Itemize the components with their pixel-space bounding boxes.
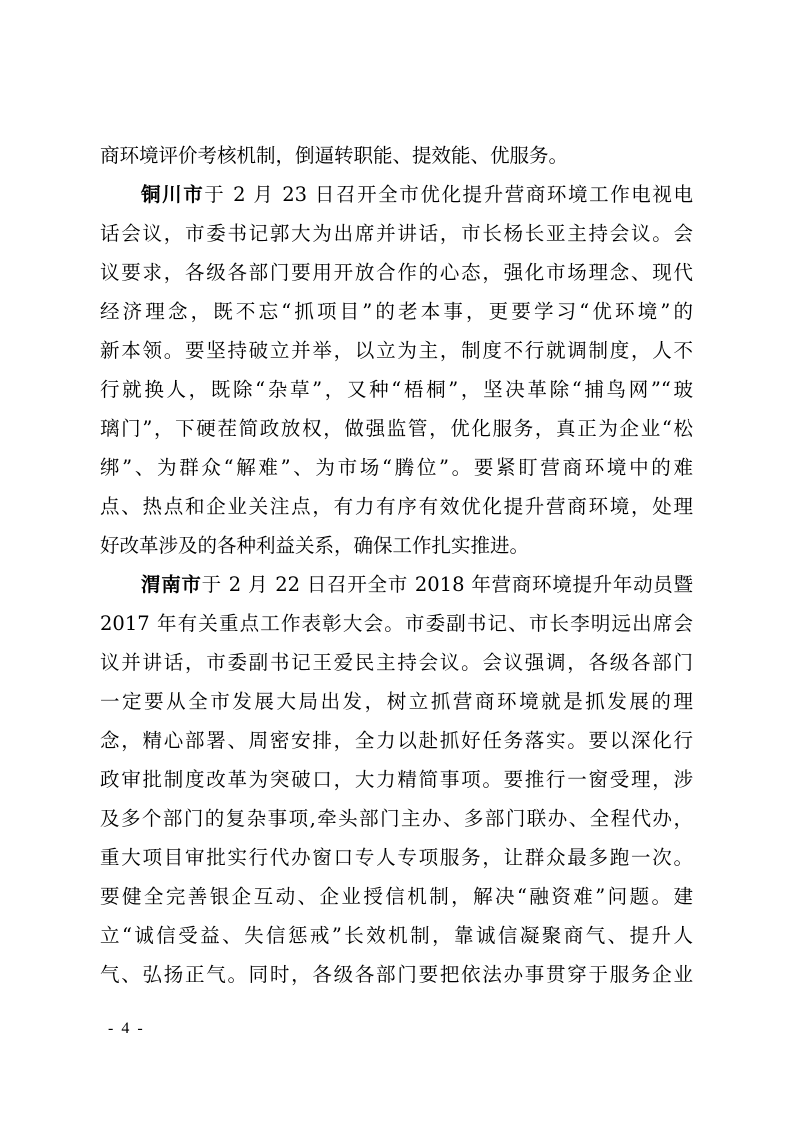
- text-line: 立“诚信受益、失信惩戒”长效机制，靠诚信凝聚商气、提升人: [100, 924, 693, 947]
- text-line: 要健全完善银企互动、企业授信机制，解决“融资难”问题。建: [100, 885, 693, 908]
- body-text: [100, 136, 693, 994]
- text-line: 绑”、为群众“解难”、为市场“腾位”。要紧盯营商环境中的难: [100, 456, 693, 479]
- text-line: 商环境评价考核机制，倒逼转职能、提效能、优服务。: [100, 144, 569, 167]
- text-line: 重大项目审批实行代办窗口专人专项服务，让群众最多跑一次。: [100, 846, 693, 869]
- text-line: 话会议，市委书记郭大为出席并讲话，市长杨长亚主持会议。会: [100, 222, 693, 245]
- text-line: 及多个部门的复杂事项,牵头部门主办、多部门联办、全程代办，: [100, 807, 693, 830]
- text-line: 一定要从全市发展大局出发，树立抓营商环境就是抓发展的理: [100, 690, 693, 713]
- text-line-content: 于 2 月 22 日召开全市 2018 年营商环境提升年动员暨: [201, 573, 693, 596]
- city-name-weinan: 渭南市: [141, 573, 202, 596]
- city-name-tongchuan: 铜川市: [141, 183, 205, 206]
- text-line: 议要求，各级各部门要用开放合作的心态，强化市场理念、现代: [100, 261, 693, 284]
- text-line: 气、弘扬正气。同时，各级各部门要把依法办事贯穿于服务企业: [100, 963, 693, 986]
- text-line: 好改革涉及的各种利益关系，确保工作扎实推进。: [100, 534, 530, 557]
- text-line: 新本领。要坚持破立并举，以立为主，制度不行就调制度，人不: [100, 339, 693, 362]
- page-number: - 4 -: [108, 1020, 145, 1037]
- text-line: 点、热点和企业关注点，有力有序有效优化提升营商环境，处理: [100, 495, 693, 518]
- text-line: 璃门”，下硬茬简政放权，做强监管，优化服务，真正为企业“松: [100, 417, 693, 440]
- text-line: 议并讲话，市委副书记王爱民主持会议。会议强调，各级各部门: [100, 651, 693, 674]
- text-line-content: 于 2 月 23 日召开全市优化提升营商环境工作电视电: [204, 183, 693, 206]
- text-line: 经济理念，既不忘“抓项目”的老本事，更要学习“优环境”的: [100, 300, 693, 323]
- text-line: [100, 175, 693, 214]
- text-line: 2017 年有关重点工作表彰大会。市委副书记、市长李明远出席会: [100, 612, 693, 635]
- text-line: 念，精心部署、周密安排，全力以赴抓好任务落实。要以深化行: [100, 729, 693, 752]
- text-line: 行就换人，既除“杂草”，又种“梧桐”，坚决革除“捕鸟网”“玻: [100, 378, 693, 401]
- text-line: 政审批制度改革为突破口，大力精简事项。要推行一窗受理，涉: [100, 768, 693, 791]
- text-line: [100, 565, 693, 604]
